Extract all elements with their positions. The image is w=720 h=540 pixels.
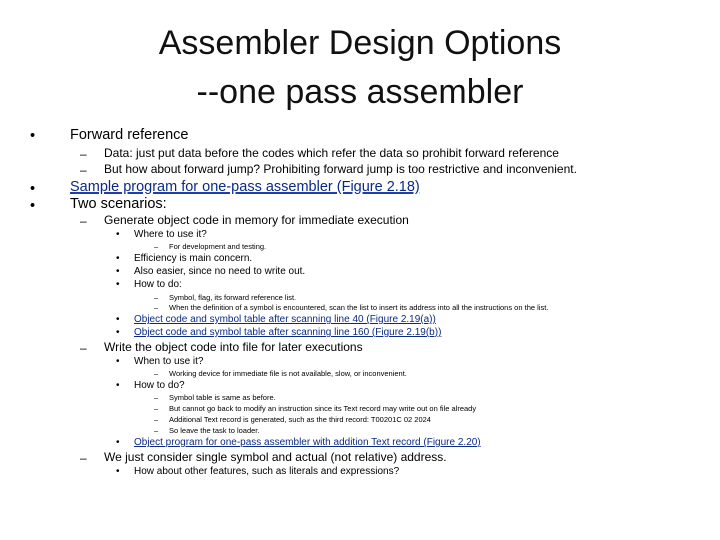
slide-title-line-2: --one pass assembler bbox=[196, 73, 524, 111]
slide-title-line-1: Assembler Design Options bbox=[158, 24, 562, 62]
dash-marker: – bbox=[154, 393, 159, 402]
detail-development-testing: For development and testing. bbox=[169, 242, 267, 251]
detail-working-device: Working device for immediate file is not available, slow, or inconvenient. bbox=[169, 369, 407, 378]
bullet-marker: • bbox=[116, 327, 120, 338]
bullet-two-scenarios: Two scenarios: bbox=[70, 196, 167, 212]
sub-item-data-before-code: Data: just put data before the codes which refer the data so prohibit forward reference bbox=[104, 146, 559, 160]
dash-marker: – bbox=[80, 214, 87, 228]
dash-marker: – bbox=[80, 341, 87, 355]
scenario-generate-in-memory: Generate object code in memory for immediate execution bbox=[104, 213, 409, 227]
dash-marker: – bbox=[154, 369, 159, 378]
dash-marker: – bbox=[80, 147, 87, 161]
item-when-to-use: When to use it? bbox=[134, 356, 204, 367]
detail-leave-to-loader: So leave the task to loader. bbox=[169, 426, 260, 435]
detail-additional-text-record: Additional Text record is generated, such as the third record: T00201C 02 2024 bbox=[169, 415, 431, 424]
dash-marker: – bbox=[154, 404, 159, 413]
bullet-marker: • bbox=[116, 380, 120, 391]
bullet-marker: • bbox=[116, 314, 120, 325]
link-fig-2-19a[interactable]: Object code and symbol table after scanning line 40 (Figure 2.19(a)) bbox=[134, 314, 436, 325]
detail-definition-encountered: When the definition of a symbol is encountered, scan the list to insert its address into all the instructions on the list. bbox=[169, 303, 549, 312]
bullet-marker: • bbox=[116, 279, 120, 290]
item-where-to-use: Where to use it? bbox=[134, 229, 207, 240]
item-easier: Also easier, since no need to write out. bbox=[134, 266, 306, 277]
bullet-marker: • bbox=[116, 229, 120, 240]
item-how-to-do-2: How to do? bbox=[134, 380, 185, 391]
bullet-marker: • bbox=[116, 266, 120, 277]
dash-marker: – bbox=[80, 163, 87, 177]
bullet-marker: • bbox=[116, 437, 120, 448]
dash-marker: – bbox=[154, 293, 159, 302]
scenario-write-to-file: Write the object code into file for later executions bbox=[104, 340, 363, 354]
bullet-marker: • bbox=[116, 466, 120, 477]
bullet-marker: • bbox=[30, 181, 36, 197]
item-efficiency: Efficiency is main concern. bbox=[134, 253, 253, 264]
bullet-marker: • bbox=[30, 198, 36, 214]
dash-marker: – bbox=[154, 426, 159, 435]
bullet-marker: • bbox=[116, 253, 120, 264]
dash-marker: – bbox=[80, 451, 87, 465]
dash-marker: – bbox=[154, 303, 159, 312]
bullet-marker: • bbox=[116, 356, 120, 367]
sub-item-forward-jump: But how about forward jump? Prohibiting forward jump is too restrictive and inconvenient. bbox=[104, 162, 577, 176]
detail-cannot-go-back: But cannot go back to modify an instruction since its Text record may write out on file already bbox=[169, 404, 477, 413]
item-other-features: How about other features, such as literals and expressions? bbox=[134, 466, 400, 477]
item-single-symbol: We just consider single symbol and actual (not relative) address. bbox=[104, 450, 447, 464]
bullet-forward-reference: Forward reference bbox=[70, 127, 189, 143]
dash-marker: – bbox=[154, 415, 159, 424]
link-fig-2-20[interactable]: Object program for one-pass assembler with addition Text record (Figure 2.20) bbox=[134, 437, 481, 448]
link-fig-2-19b[interactable]: Object code and symbol table after scanning line 160 (Figure 2.19(b)) bbox=[134, 327, 442, 338]
detail-symbol-flag-list: Symbol, flag, its forward reference list. bbox=[169, 293, 297, 302]
detail-symbol-table-same: Symbol table is same as before. bbox=[169, 393, 276, 402]
dash-marker: – bbox=[154, 242, 159, 251]
link-sample-program-fig-2-18[interactable]: Sample program for one-pass assembler (Figure 2.18) bbox=[70, 179, 420, 195]
bullet-marker: • bbox=[30, 128, 36, 144]
item-how-to-do: How to do: bbox=[134, 279, 182, 290]
